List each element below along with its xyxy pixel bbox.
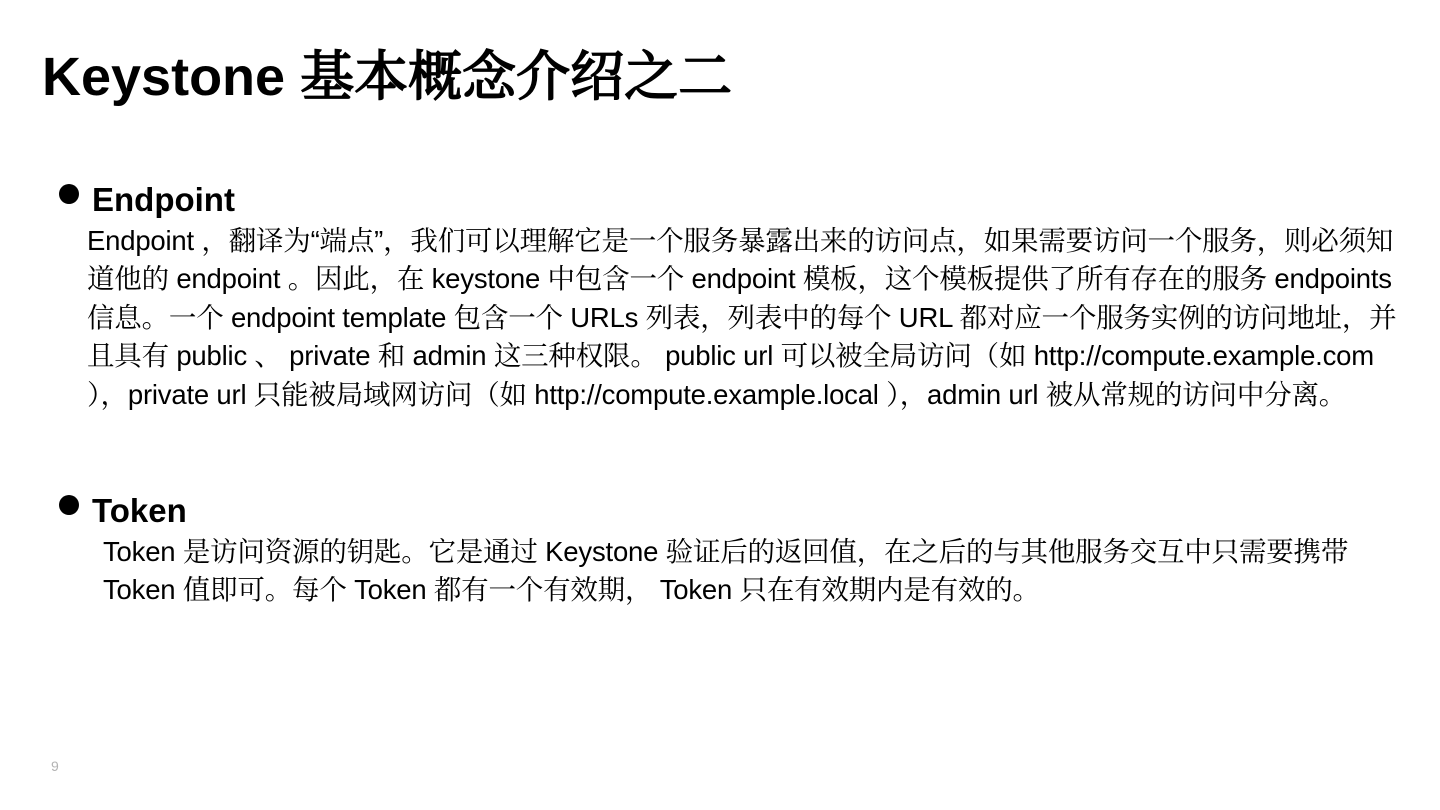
section-header xyxy=(57,489,1402,533)
section-heading-endpoint: Endpoint xyxy=(92,181,235,218)
section-header xyxy=(57,178,1402,222)
section-token xyxy=(57,489,1402,610)
section-endpoint xyxy=(57,178,1402,414)
section-body-endpoint: Endpoint ，翻译为“端点”，我们可以理解它是一个服务暴露出来的访问点，如果需要访问一个服务，则必须知道他的 endpoint 。因此，在 keystone 中包含一个 endpoint 模板，这个模板提供了所有存在的服务 endpoints 信息。一个 endpoint template 包含一个 URLs 列表，列表中的每个 URL 都对应一个服务实例的访问地址，并且具有 public 、 private 和 admin 这三种权限。 public url 可以被全局访问（如 http://compute.example.com ），private url 只能被局域网访问（如 http://compute.example.local ），admin url 被从常规的访问中分离。 xyxy=(87,225,1397,410)
page-number: 9 xyxy=(51,758,59,774)
section-body-token: Token 是访问资源的钥匙。它是通过 Keystone 验证后的返回值，在之后的与其他服务交互中只需要携带 Token 值即可。每个 Token 都有一个有效期， Token 只在有效期内是有效的。 xyxy=(103,536,1349,606)
slide-title: Keystone 基本概念介绍之二 xyxy=(42,47,733,107)
section-heading-token: Token xyxy=(92,492,187,529)
bullet-icon xyxy=(59,495,79,515)
bullet-icon xyxy=(59,184,79,204)
